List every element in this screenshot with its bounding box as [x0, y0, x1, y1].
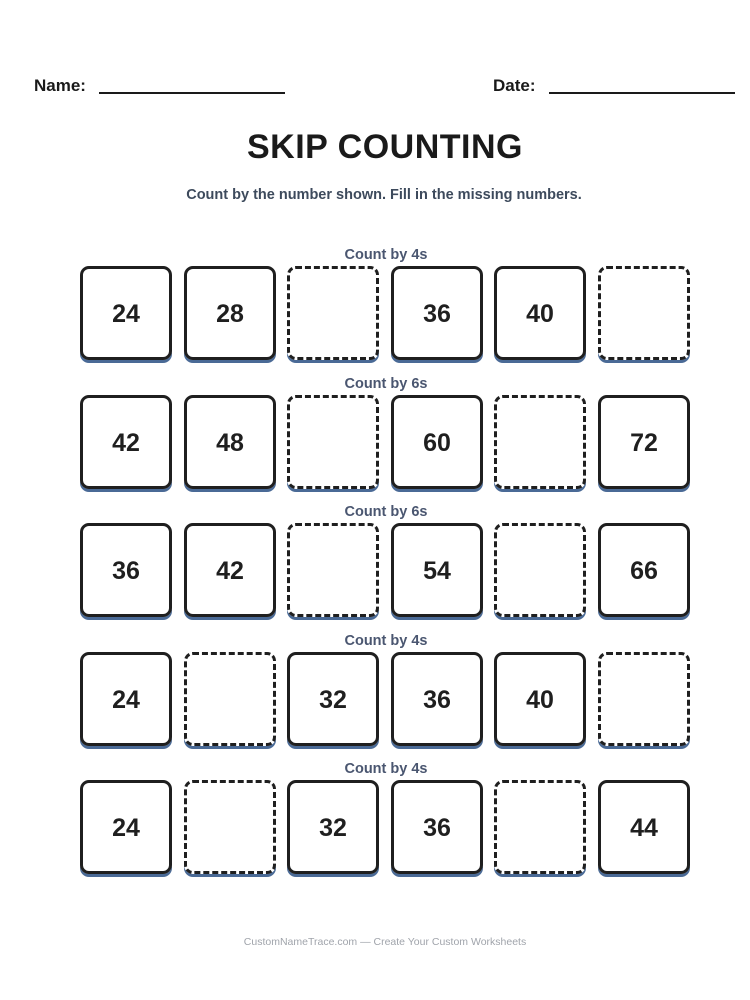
blank-answer-box[interactable] — [184, 780, 276, 874]
blank-answer-box[interactable] — [598, 266, 690, 360]
name-label: Name: — [34, 76, 86, 95]
box-number: 42 — [112, 428, 140, 457]
box-number: 36 — [423, 685, 451, 714]
number-box — [287, 652, 379, 746]
box-number: 72 — [630, 428, 658, 457]
date-field[interactable] — [493, 76, 735, 96]
number-box-row — [80, 266, 692, 362]
box-number: 32 — [319, 813, 347, 842]
number-box-row — [80, 523, 692, 619]
number-box — [80, 395, 172, 489]
number-box — [391, 395, 483, 489]
box-number: 48 — [216, 428, 244, 457]
number-box — [391, 523, 483, 617]
group-label: Count by 4s — [344, 247, 428, 263]
number-box — [184, 395, 276, 489]
number-box — [80, 523, 172, 617]
box-number: 40 — [526, 685, 554, 714]
blank-answer-box[interactable] — [494, 395, 586, 489]
box-number: 24 — [112, 685, 140, 714]
box-number: 36 — [423, 813, 451, 842]
blank-answer-box[interactable] — [184, 652, 276, 746]
instructions-text: Count by the number shown. Fill in the missing numbers. — [186, 187, 582, 203]
number-box — [391, 652, 483, 746]
number-box — [287, 780, 379, 874]
group-label: Count by 6s — [344, 504, 428, 520]
number-box — [80, 780, 172, 874]
number-box-row — [80, 395, 692, 491]
number-box — [80, 652, 172, 746]
number-box-row — [80, 780, 692, 876]
blank-answer-box[interactable] — [287, 395, 379, 489]
box-number: 66 — [630, 556, 658, 585]
blank-answer-box[interactable] — [287, 523, 379, 617]
box-number: 32 — [319, 685, 347, 714]
number-box-row — [80, 652, 692, 748]
box-number: 40 — [526, 299, 554, 328]
number-box — [184, 266, 276, 360]
name-field[interactable] — [34, 76, 285, 96]
blank-answer-box[interactable] — [494, 780, 586, 874]
number-box — [184, 523, 276, 617]
number-box — [494, 266, 586, 360]
box-number: 42 — [216, 556, 244, 585]
blank-answer-box[interactable] — [287, 266, 379, 360]
group-label: Count by 6s — [344, 376, 428, 392]
blank-answer-box[interactable] — [494, 523, 586, 617]
group-label: Count by 4s — [344, 633, 428, 649]
worksheet-header — [34, 76, 736, 98]
box-number: 28 — [216, 299, 244, 328]
number-box — [598, 395, 690, 489]
box-number: 54 — [423, 556, 451, 585]
number-box — [80, 266, 172, 360]
number-box — [391, 266, 483, 360]
number-box — [391, 780, 483, 874]
page-title: SKIP COUNTING — [246, 128, 523, 166]
group-label: Count by 4s — [344, 761, 428, 777]
blank-answer-box[interactable] — [598, 652, 690, 746]
name-write-line[interactable] — [99, 92, 285, 94]
box-number: 36 — [423, 299, 451, 328]
box-number: 60 — [423, 428, 451, 457]
box-number: 36 — [112, 556, 140, 585]
box-number: 24 — [112, 299, 140, 328]
number-box — [494, 652, 586, 746]
date-write-line[interactable] — [549, 92, 735, 94]
number-box — [598, 780, 690, 874]
footer-text: CustomNameTrace.com — Create Your Custom Worksheets — [243, 936, 527, 948]
number-box — [598, 523, 690, 617]
date-label: Date: — [493, 76, 536, 95]
box-number: 44 — [630, 813, 658, 842]
box-number: 24 — [112, 813, 140, 842]
